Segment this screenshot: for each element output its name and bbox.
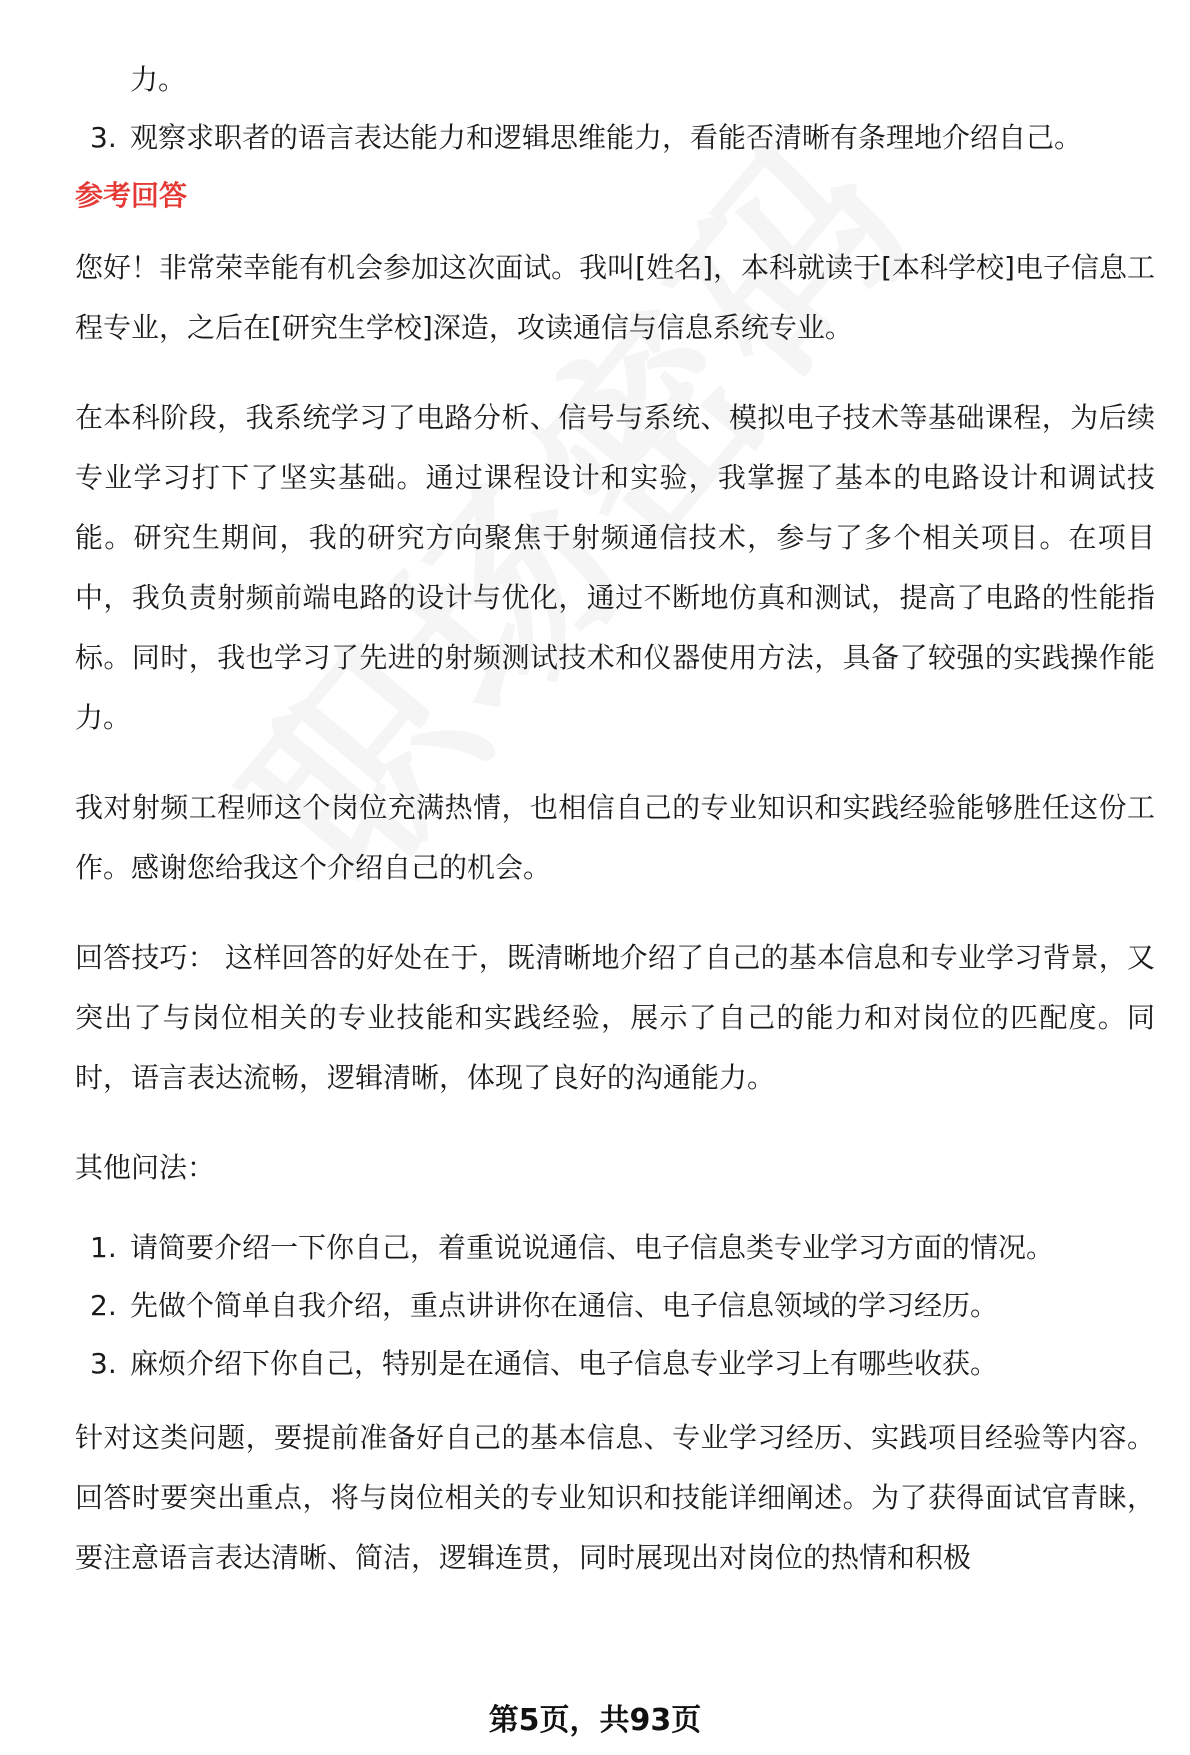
list-text: 观察求职者的语言表达能力和逻辑思维能力，看能否清晰有条理地介绍自己。 (130, 121, 1083, 154)
closing-paragraph: 针对这类问题，要提前准备好自己的基本信息、专业学习经历、实践项目经验等内容。回答时要突出重点，将与岗位相关的专业知识和技能详细阐述。为了获得面试官青睐，要注意语言表达清晰、简洁，逻辑连贯，同时展现出对岗位的热情和积极 (75, 1421, 1155, 1574)
list-item (75, 1228, 1155, 1268)
list-number: 3. (90, 121, 117, 154)
list-item (75, 118, 1155, 158)
answer-paragraph-1: 您好！非常荣幸能有机会参加这次面试。我叫[姓名]，本科就读于[本科学校]电子信息工程专业，之后在[研究生学校]深造，攻读通信与信息系统专业。 (75, 251, 1155, 344)
list-number: 1. (90, 1231, 117, 1264)
prev-list (75, 118, 1155, 158)
list-text: 麻烦介绍下你自己，特别是在通信、电子信息专业学习上有哪些收获。 (130, 1347, 999, 1380)
other-questions-heading: 其他问法： (75, 1151, 216, 1184)
list-number: 3. (90, 1347, 117, 1380)
list-text: 先做个简单自我介绍，重点讲讲你在通信、电子信息领域的学习经历。 (130, 1289, 999, 1322)
answer-paragraph-3: 我对射频工程师这个岗位充满热情，也相信自己的专业知识和实践经验能够胜任这份工作。感谢您给我这个介绍自己的机会。 (75, 791, 1155, 884)
answer-paragraph-2: 在本科阶段，我系统学习了电路分析、信号与系统、模拟电子技术等基础课程，为后续专业学习打下了坚实基础。通过课程设计和实验，我掌握了基本的电路设计和调试技能。研究生期间，我的研究方向聚焦于射频通信技术，参与了多个相关项目。在项目中，我负责射频前端电路的设计与优化，通过不断地仿真和测试，提高了电路的性能指标。同时，我也学习了先进的射频测试技术和仪器使用方法，具备了较强的实践操作能力。 (75, 401, 1155, 734)
section-heading: 参考回答 (75, 179, 188, 212)
page-content (75, 60, 1155, 1618)
list-text: 请简要介绍一下你自己，着重说说通信、电子信息类专业学习方面的情况。 (130, 1231, 1055, 1264)
list-number: 2. (90, 1289, 117, 1322)
list-item (75, 1344, 1155, 1384)
prev-list-continuation: 力。 (130, 63, 187, 96)
answer-tips-paragraph: 回答技巧： 这样回答的好处在于，既清晰地介绍了自己的基本信息和专业学习背景，又突出了与岗位相关的专业技能和实践经验，展示了自己的能力和对岗位的匹配度。同时，语言表达流畅，逻辑清晰，体现了良好的沟通能力。 (75, 941, 1155, 1094)
other-questions-list (75, 1228, 1155, 1384)
list-item (75, 1286, 1155, 1326)
page-footer: 第5页，共93页 (488, 1703, 702, 1738)
